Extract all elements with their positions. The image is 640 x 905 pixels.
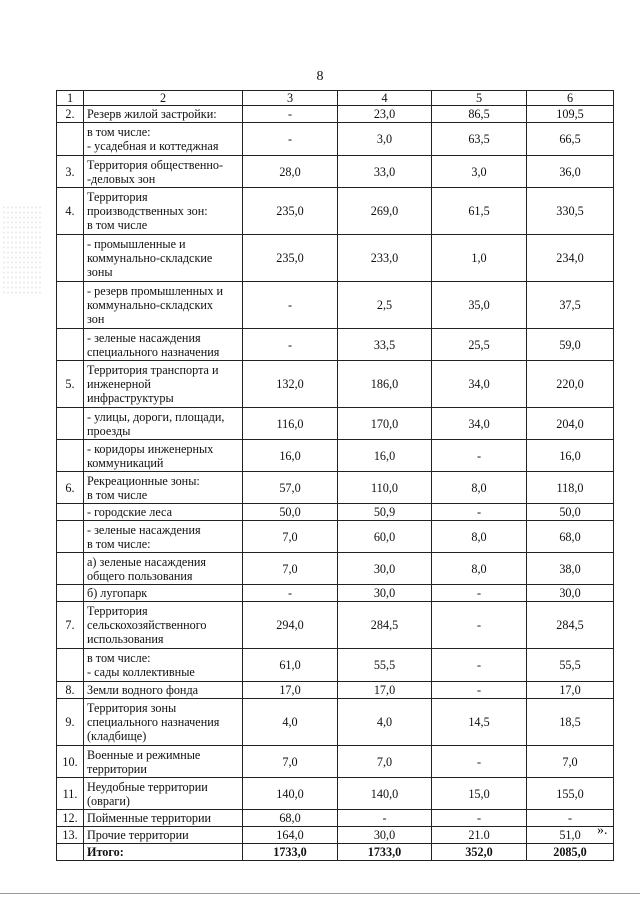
column-header: 3 xyxy=(243,91,338,106)
bottom-divider xyxy=(0,893,640,894)
row-number: 3. xyxy=(57,156,84,188)
value-col6: 234,0 xyxy=(527,235,614,282)
row-name: - резерв промышленных и коммунально-складских зон xyxy=(84,282,243,329)
value-col3: 16,0 xyxy=(243,440,338,472)
value-col5: - xyxy=(432,682,527,699)
value-col4: 233,0 xyxy=(338,235,432,282)
value-col5: 35,0 xyxy=(432,282,527,329)
value-col4: 50,9 xyxy=(338,504,432,521)
row-name: Территория сельскохозяйственного использования xyxy=(84,602,243,649)
table-row xyxy=(57,235,614,282)
value-col5: 8,0 xyxy=(432,521,527,553)
table-row xyxy=(57,682,614,699)
value-col5: - xyxy=(432,585,527,602)
value-col6: 155,0 xyxy=(527,778,614,810)
row-name: Территория транспорта и инженерной инфраструктуры xyxy=(84,361,243,408)
value-col4: 30,0 xyxy=(338,827,432,844)
row-name: - коридоры инженерных коммуникаций xyxy=(84,440,243,472)
value-col3: 235,0 xyxy=(243,235,338,282)
row-number xyxy=(57,585,84,602)
value-col6: 55,5 xyxy=(527,649,614,682)
value-col3: 17,0 xyxy=(243,682,338,699)
value-col3: 7,0 xyxy=(243,553,338,585)
value-col3: 164,0 xyxy=(243,827,338,844)
table-row xyxy=(57,329,614,361)
value-col5: 15,0 xyxy=(432,778,527,810)
value-col6: 118,0 xyxy=(527,472,614,504)
row-number: 10. xyxy=(57,746,84,778)
value-col5: 25,5 xyxy=(432,329,527,361)
value-col5: 61,5 xyxy=(432,188,527,235)
value-col6: 204,0 xyxy=(527,408,614,440)
value-col3: 61,0 xyxy=(243,649,338,682)
value-col4: 30,0 xyxy=(338,585,432,602)
column-header: 6 xyxy=(527,91,614,106)
total-col5: 352,0 xyxy=(432,844,527,861)
row-name: Территория общественно- -деловых зон xyxy=(84,156,243,188)
value-col3: 132,0 xyxy=(243,361,338,408)
table-row xyxy=(57,188,614,235)
total-col4: 1733,0 xyxy=(338,844,432,861)
table-row xyxy=(57,156,614,188)
value-col6: 66,5 xyxy=(527,123,614,156)
page-number: 8 xyxy=(316,69,324,84)
value-col5: - xyxy=(432,602,527,649)
value-col5: 1,0 xyxy=(432,235,527,282)
row-name: - городские леса xyxy=(84,504,243,521)
column-header: 2 xyxy=(84,91,243,106)
value-col6: 330,5 xyxy=(527,188,614,235)
value-col3: 68,0 xyxy=(243,810,338,827)
value-col5: 8,0 xyxy=(432,472,527,504)
total-row xyxy=(57,844,614,861)
row-name: - зеленые насаждения в том числе: xyxy=(84,521,243,553)
row-name: Военные и режимные территории xyxy=(84,746,243,778)
table-row xyxy=(57,504,614,521)
row-number xyxy=(57,282,84,329)
value-col3: 294,0 xyxy=(243,602,338,649)
value-col4: 170,0 xyxy=(338,408,432,440)
value-col6: 38,0 xyxy=(527,553,614,585)
row-number: 6. xyxy=(57,472,84,504)
row-name: Неудобные территории (овраги) xyxy=(84,778,243,810)
value-col6: 284,5 xyxy=(527,602,614,649)
column-number-row xyxy=(57,91,614,106)
value-col6: 7,0 xyxy=(527,746,614,778)
row-name: Земли водного фонда xyxy=(84,682,243,699)
value-col6: 36,0 xyxy=(527,156,614,188)
value-col4: 33,5 xyxy=(338,329,432,361)
table-row xyxy=(57,810,614,827)
value-col5: - xyxy=(432,440,527,472)
value-col4: 33,0 xyxy=(338,156,432,188)
row-number: 12. xyxy=(57,810,84,827)
land-use-table xyxy=(56,90,614,861)
closing-quote: ». xyxy=(597,823,608,838)
value-col6: 50,0 xyxy=(527,504,614,521)
row-number xyxy=(57,521,84,553)
total-col3: 1733,0 xyxy=(243,844,338,861)
table-row xyxy=(57,585,614,602)
row-number xyxy=(57,235,84,282)
table-body xyxy=(57,91,614,861)
row-number xyxy=(57,553,84,585)
row-number: 9. xyxy=(57,699,84,746)
row-number: 13. xyxy=(57,827,84,844)
row-name: Пойменные территории xyxy=(84,810,243,827)
row-name: - улицы, дороги, площади, проезды xyxy=(84,408,243,440)
table-row xyxy=(57,282,614,329)
value-col5: - xyxy=(432,504,527,521)
column-header: 5 xyxy=(432,91,527,106)
value-col4: 16,0 xyxy=(338,440,432,472)
value-col4: 269,0 xyxy=(338,188,432,235)
row-number xyxy=(57,440,84,472)
value-col6: 68,0 xyxy=(527,521,614,553)
value-col3: 235,0 xyxy=(243,188,338,235)
row-name: а) зеленые насаждения общего пользования xyxy=(84,553,243,585)
value-col4: 186,0 xyxy=(338,361,432,408)
row-number xyxy=(57,329,84,361)
value-col5: 3,0 xyxy=(432,156,527,188)
value-col4: 30,0 xyxy=(338,553,432,585)
value-col5: 21.0 xyxy=(432,827,527,844)
value-col4: 55,5 xyxy=(338,649,432,682)
table-row xyxy=(57,472,614,504)
value-col4: 4,0 xyxy=(338,699,432,746)
row-name: Резерв жилой застройки: xyxy=(84,106,243,123)
table-row xyxy=(57,827,614,844)
value-col6: 220,0 xyxy=(527,361,614,408)
row-number xyxy=(57,123,84,156)
row-name: Территория зоны специального назначения (кладбище) xyxy=(84,699,243,746)
value-col4: 23,0 xyxy=(338,106,432,123)
column-header: 1 xyxy=(57,91,84,106)
table-row xyxy=(57,699,614,746)
value-col3: 7,0 xyxy=(243,746,338,778)
value-col5: - xyxy=(432,649,527,682)
value-col3: 116,0 xyxy=(243,408,338,440)
table-row xyxy=(57,778,614,810)
value-col3: 4,0 xyxy=(243,699,338,746)
value-col5: 34,0 xyxy=(432,361,527,408)
row-name: б) лугопарк xyxy=(84,585,243,602)
value-col5: 86,5 xyxy=(432,106,527,123)
value-col3: - xyxy=(243,106,338,123)
value-col5: - xyxy=(432,810,527,827)
value-col6: 51,0 xyxy=(527,827,614,844)
row-number: 4. xyxy=(57,188,84,235)
value-col4: 110,0 xyxy=(338,472,432,504)
row-name: Территория производственных зон: в том числе xyxy=(84,188,243,235)
value-col4: 3,0 xyxy=(338,123,432,156)
column-header: 4 xyxy=(338,91,432,106)
value-col6: 37,5 xyxy=(527,282,614,329)
value-col6: 16,0 xyxy=(527,440,614,472)
table-row xyxy=(57,408,614,440)
row-name: - промышленные и коммунально-складские зоны xyxy=(84,235,243,282)
table-row xyxy=(57,440,614,472)
value-col5: 14,5 xyxy=(432,699,527,746)
value-col3: - xyxy=(243,585,338,602)
value-col5: 34,0 xyxy=(432,408,527,440)
value-col3: 7,0 xyxy=(243,521,338,553)
value-col6: 18,5 xyxy=(527,699,614,746)
table-row xyxy=(57,649,614,682)
row-number: 11. xyxy=(57,778,84,810)
table-row xyxy=(57,521,614,553)
row-number: 7. xyxy=(57,602,84,649)
value-col3: 140,0 xyxy=(243,778,338,810)
value-col5: 63,5 xyxy=(432,123,527,156)
value-col3: 28,0 xyxy=(243,156,338,188)
value-col4: 17,0 xyxy=(338,682,432,699)
row-name: - зеленые насаждения специального назначения xyxy=(84,329,243,361)
row-number xyxy=(57,408,84,440)
row-number: 5. xyxy=(57,361,84,408)
value-col6: 30,0 xyxy=(527,585,614,602)
row-number xyxy=(57,649,84,682)
value-col3: 50,0 xyxy=(243,504,338,521)
row-number: 8. xyxy=(57,682,84,699)
row-name: Прочие территории xyxy=(84,827,243,844)
value-col3: - xyxy=(243,123,338,156)
total-col6: 2085,0 xyxy=(527,844,614,861)
total-label: Итого: xyxy=(84,844,243,861)
table-row xyxy=(57,553,614,585)
row-number: 2. xyxy=(57,106,84,123)
table-row xyxy=(57,123,614,156)
value-col3: - xyxy=(243,282,338,329)
value-col5: - xyxy=(432,746,527,778)
total-blank-cell xyxy=(57,844,84,861)
value-col4: 7,0 xyxy=(338,746,432,778)
value-col6: 59,0 xyxy=(527,329,614,361)
table-row xyxy=(57,106,614,123)
value-col4: 284,5 xyxy=(338,602,432,649)
value-col4: - xyxy=(338,810,432,827)
value-col4: 60,0 xyxy=(338,521,432,553)
value-col4: 2,5 xyxy=(338,282,432,329)
value-col6: 17,0 xyxy=(527,682,614,699)
value-col6: 109,5 xyxy=(527,106,614,123)
row-number xyxy=(57,504,84,521)
table-row xyxy=(57,361,614,408)
value-col6: - xyxy=(527,810,614,827)
value-col5: 8,0 xyxy=(432,553,527,585)
row-name: в том числе: - сады коллективные xyxy=(84,649,243,682)
table-row xyxy=(57,746,614,778)
scan-speckle xyxy=(2,205,42,295)
value-col3: - xyxy=(243,329,338,361)
row-name: Рекреационные зоны: в том числе xyxy=(84,472,243,504)
row-name: в том числе: - усадебная и коттеджная xyxy=(84,123,243,156)
table-row xyxy=(57,602,614,649)
value-col4: 140,0 xyxy=(338,778,432,810)
value-col3: 57,0 xyxy=(243,472,338,504)
